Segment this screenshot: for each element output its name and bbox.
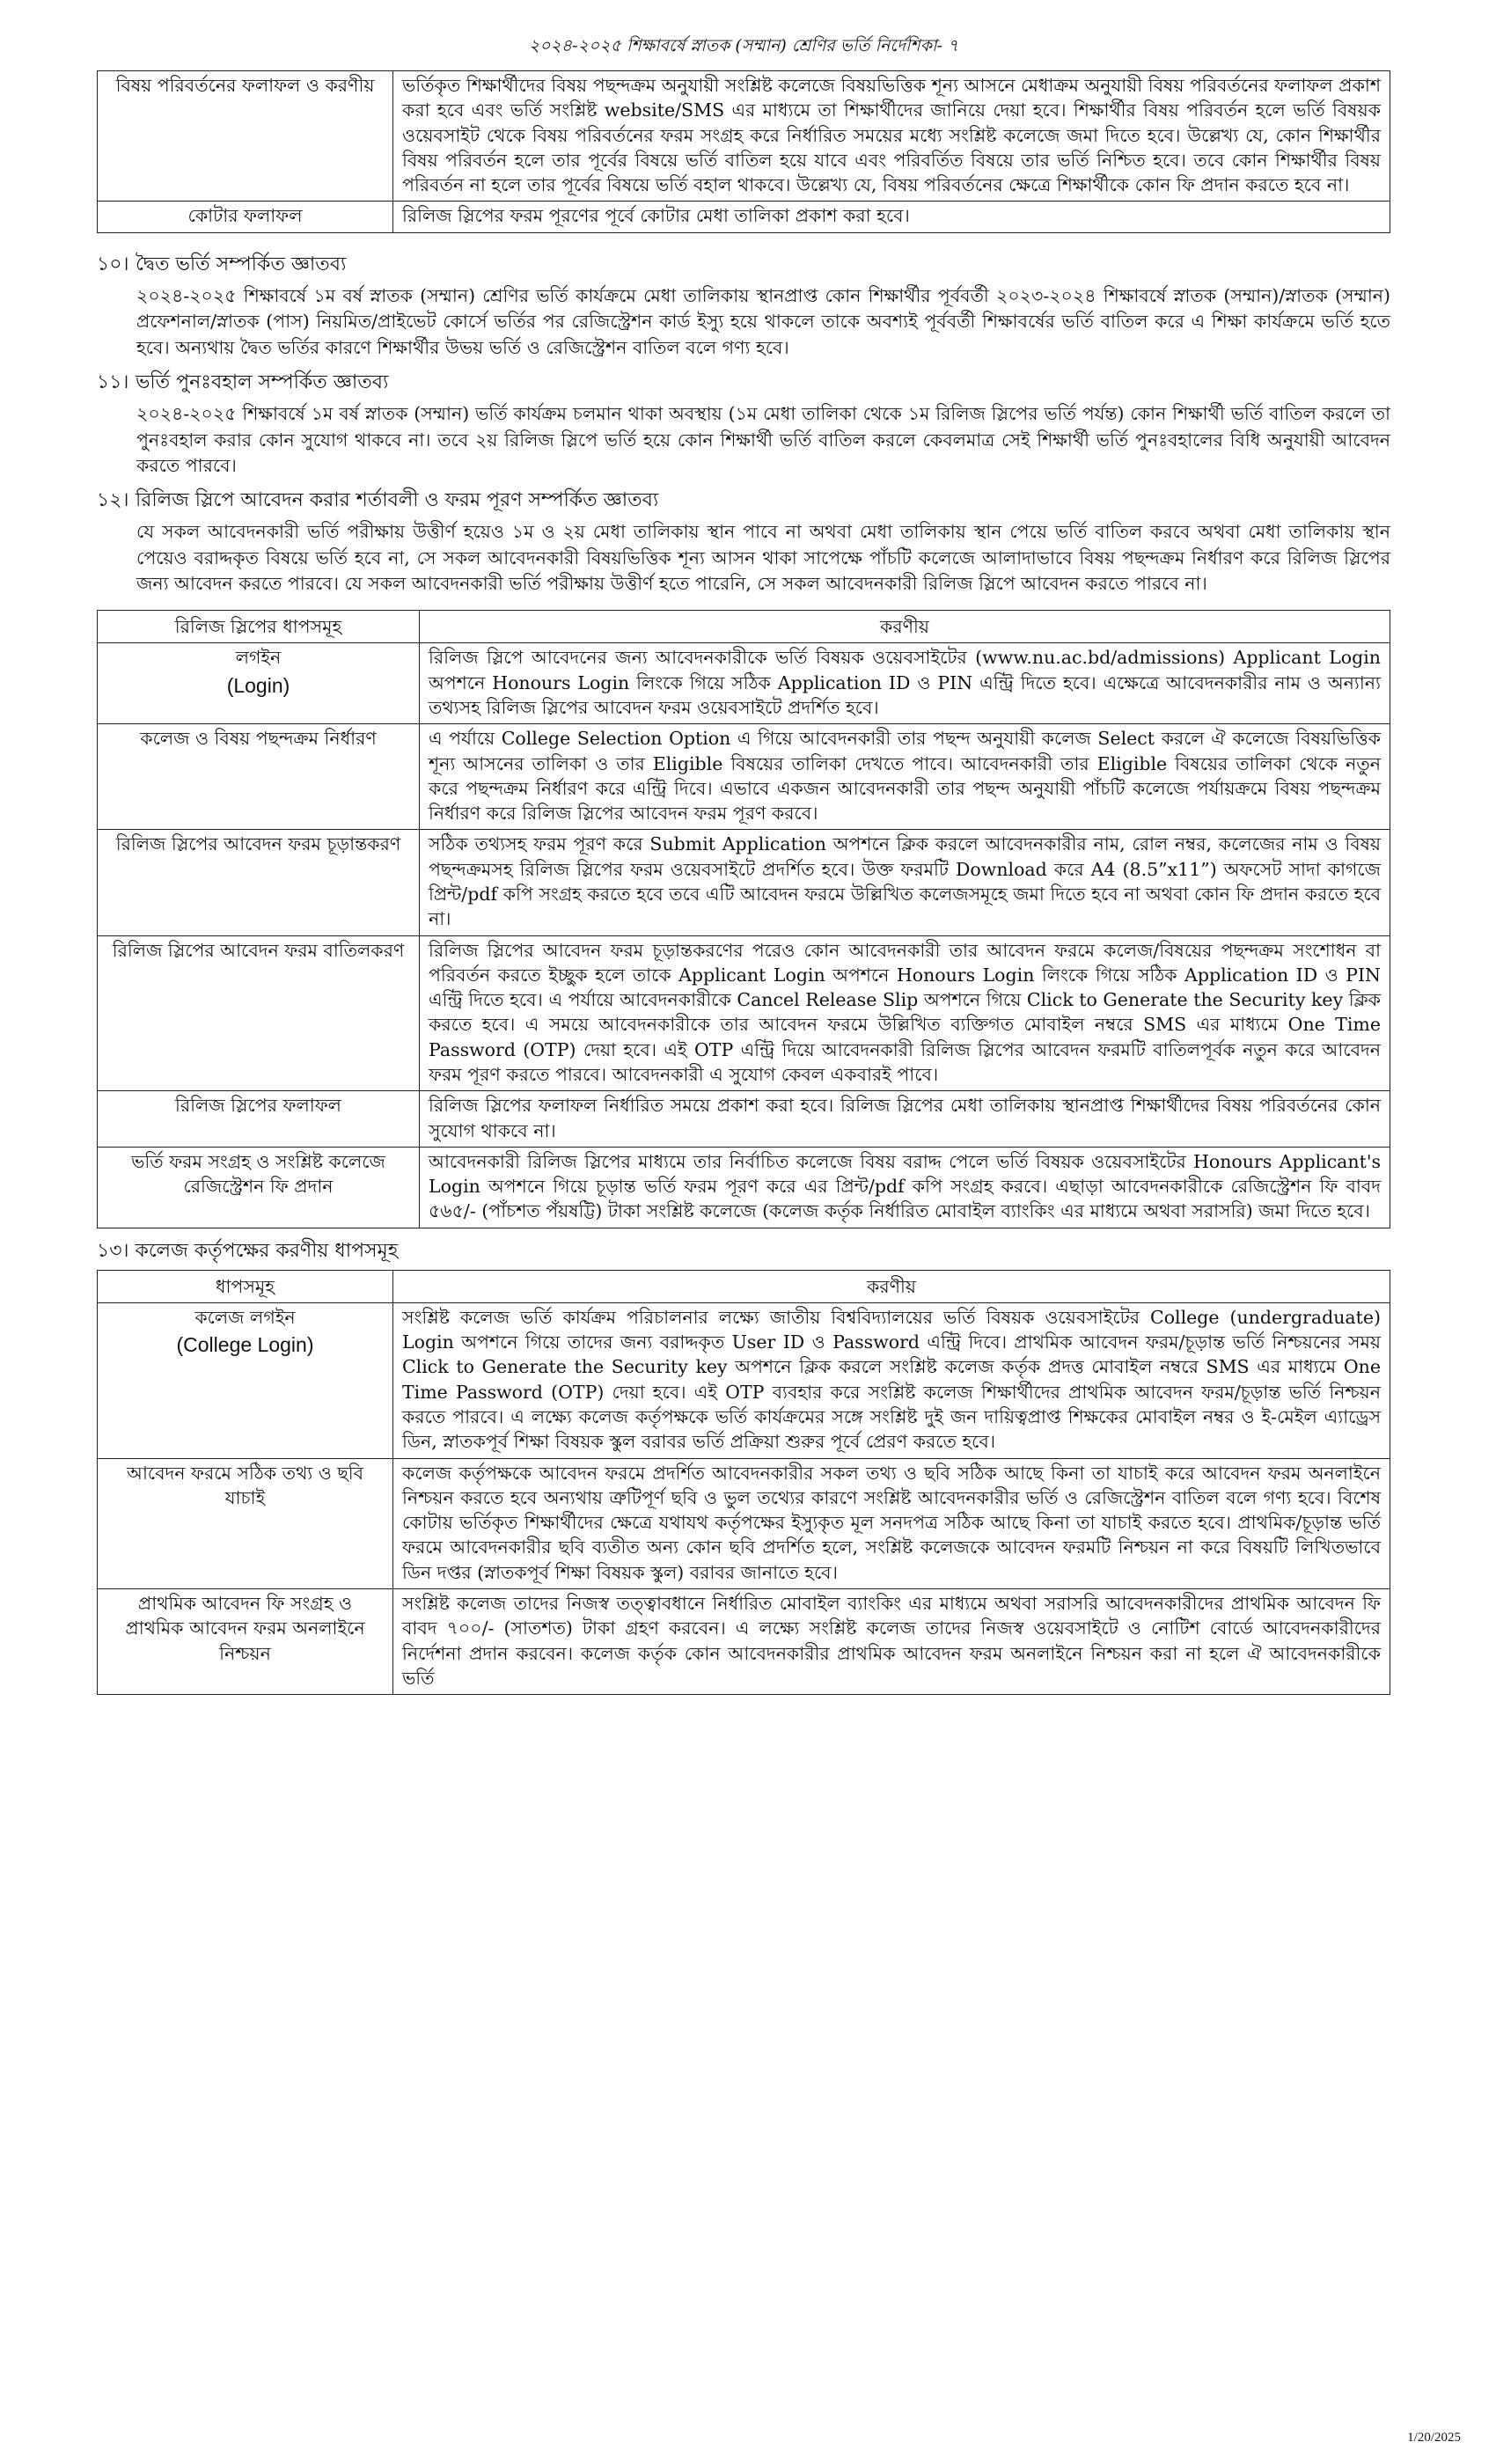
subject-change-table [97, 70, 1390, 233]
section-title: ভর্তি পুনঃবহাল সম্পর্কিত জ্ঞাতব্য [136, 370, 389, 393]
column-header: করণীয় [420, 611, 1390, 643]
column-header: রিলিজ স্লিপের ধাপসমূহ [98, 611, 420, 643]
table-row [98, 202, 1390, 232]
college-login-label-en: (College Login) [176, 1333, 314, 1357]
row-label: ভর্তি ফরম সংগ্রহ ও সংশ্লিষ্ট কলেজে রেজিস্ট্রেশন ফি প্রদান [98, 1147, 420, 1228]
row-content: কলেজ কর্তৃপক্ষকে আবেদন ফরমে প্রদর্শিত আবেদনকারীর সকল তথ্য ও ছবি সঠিক আছে কিনা তা যাচাই করে আবেদন ফরম অনলাইনে নিশ্চয়ন করতে হবে অন্যথায় ত্রুটিপূর্ণ ছবি ও ভুল তথ্যের কারণে সংশ্লিষ্ট আবেদনকারীর ভর্তি ও রেজিস্ট্রেশন বাতিল বলে গণ্য হবে। বিশেষ কোটায় ভর্তিকৃত শিক্ষার্থীদের ক্ষেত্রে যথাযথ কর্তৃপক্ষের ইস্যুকৃত মূল সনদপত্র সঠিক আছে কিনা তা যাচাই করতে হবে। প্রাথমিক/চূড়ান্ত ভর্তি ফরমে আবেদনকারীর ছবি ব্যতীত অন্য কোন ছবি প্রদর্শিত হলে, সংশ্লিষ্ট কলেজকে আবেদন ফরমটি নিশ্চয়ন না করে বিষয়টি লিখিতভাবে ডিন দপ্তর (স্নাতকপূর্ব শিক্ষা বিষয়ক স্কুল) বরাবর জানাতে হবে। [393, 1458, 1390, 1588]
row-content: সঠিক তথ্যসহ ফরম পূরণ করে Submit Application অপশনে ক্লিক করলে আবেদনকারীর নাম, রোল নম্বর, কলেজের নাম ও বিষয় পছন্দক্রমসহ রিলিজ স্লিপের ফরম ওয়েবসাইটে প্রদর্শিত হবে। উক্ত ফরমটি Download করে A4 (8.5”x11”) অফসেট সাদা কাগজে প্রিন্ট/pdf কপি সংগ্রহ করতে হবে তবে এটি আবেদন ফরমে উল্লিখিত কলেজসমূহে জমা দিতে হবে না অথবা কোন ফি প্রদান করতে হবে না। [420, 830, 1390, 935]
section-title: দ্বৈত ভর্তি সম্পর্কিত জ্ঞাতব্য [136, 253, 347, 275]
row-content: আবেদনকারী রিলিজ স্লিপের মাধ্যমে তার নির্বাচিত কলেজে বিষয় বরাদ্দ পেলে ভর্তি বিষয়ক ওয়েবসাইটের Honours Applicant's Login অপশনে গিয়ে চূড়ান্ত ভর্তি ফরম পূরণ করে এর প্রিন্ট/pdf কপি সংগ্রহ করবে। এছাড়া আবেদনকারীকে রেজিস্ট্রেশন ফি বাবদ ৫৬৫/- (পাঁচশত পঁয়ষট্টি) টাকা সংশ্লিষ্ট কলেজে (কলেজ কর্তৃক নির্ধারিত মোবাইল ব্যাংকিং এর মাধ্যমে অথবা সরাসরি) জমা দিতে হবে। [420, 1147, 1390, 1228]
table-row [98, 71, 1390, 202]
row-content: রিলিজ স্লিপের আবেদন ফরম চূড়ান্তকরণের পরেও কোন আবেদনকারী তার আবেদন ফরমে কলেজ/বিষয়ের পছন্দক্রম সংশোধন বা পরিবর্তন করতে ইচ্ছুক হলে তাকে Applicant Login অপশনে Honours Login লিংকে গিয়ে সঠিক Application ID ও PIN এন্ট্রি দিতে হবে। এ পর্যায়ে আবেদনকারীকে Cancel Release Slip অপশনে গিয়ে Click to Generate the Security key ক্লিক করতে হবে। এ সময়ে আবেদনকারীকে তার আবেদন ফরমে উল্লিখিত ব্যক্তিগত মোবাইল নম্বরে SMS এর মাধ্যমে One Time Password (OTP) দেয়া হবে। এই OTP এন্ট্রি দিয়ে আবেদনকারী রিলিজ স্লিপের আবেদন ফরমটি বাতিলপূর্বক নতুন করে আবেদন ফরম পূরণ করতে পারবে। আবেদনকারী এ সুযোগ কেবল একবারই পাবে। [420, 935, 1390, 1091]
table-row [98, 1458, 1390, 1588]
row-content: এ পর্যায়ে College Selection Option এ গিয়ে আবেদনকারী তার পছন্দ অনুযায়ী কলেজ Select করলে ঐ কলেজে বিষয়ভিত্তিক শূন্য আসনের তালিকা ও তার Eligible বিষয়ের তালিকা দেখতে পাবে। আবেদনকারী তার Eligible বিষয়ের তালিকা থেকে নতুন করে পছন্দক্রম নির্ধারণ করে এন্ট্রি দিবে। এভাবে একজন আবেদনকারী তার পছন্দ অনুযায়ী পাঁচটি কলেজে পর্যায়ক্রমে বিষয় পছন্দক্রম নির্ধারণ করে রিলিজ স্লিপের আবেদন ফরম পূরণ করবে। [420, 724, 1390, 830]
table-row [98, 1589, 1390, 1695]
table-header-row [98, 1270, 1390, 1302]
row-label [98, 643, 420, 724]
row-content: সংশ্লিষ্ট কলেজ তাদের নিজস্ব তত্ত্বাবধানে নির্ধারিত মোবাইল ব্যাংকিং এর মাধ্যমে অথবা সরাসরি আবেদনকারীদের প্রাথমিক আবেদন ফি বাবদ ৭০০/- (সাতশত) টাকা গ্রহণ করবেন। এ লক্ষ্যে সংশ্লিষ্ট কলেজ তাদের নিজস্ব ওয়েবসাইটে ও নোটিশ বোর্ডে আবেদনকারীদের নির্দেশনা প্রদান করবেন। কলেজ কর্তৃক কোন আবেদনকারীর প্রাথমিক আবেদন ফরম অনলাইনে নিশ্চয়ন করা না হলে ঐ আবেদনকারীকে ভর্তি [393, 1589, 1390, 1695]
row-content: রিলিজ স্লিপের ফরম পূরণের পূর্বে কোটার মেধা তালিকা প্রকাশ করা হবে। [393, 202, 1390, 232]
login-label: লগইন [235, 647, 282, 669]
section-11-heading [97, 367, 1390, 400]
row-label: রিলিজ স্লিপের ফলাফল [98, 1091, 420, 1148]
row-content: ভর্তিকৃত শিক্ষার্থীদের বিষয় পছন্দক্রম অনুযায়ী সংশ্লিষ্ট কলেজে বিষয়ভিত্তিক শূন্য আসনে মেধাক্রম অনুযায়ী বিষয় পরিবর্তনের ফলাফল প্রকাশ করা হবে এবং ভর্তি সংশ্লিষ্ট website/SMS এর মাধ্যমে তা শিক্ষার্থীদের জানিয়ে দেয়া হবে। শিক্ষার্থীর বিষয় পরিবর্তন হলে ভর্তি বিষয়ক ওয়েবসাইট থেকে বিষয় পরিবর্তনের ফরম সংগ্রহ করে নির্ধারিত সময়ের মধ্যে সংশ্লিষ্ট কলেজে জমা দিতে হবে। উল্লেখ্য যে, কোন শিক্ষার্থীর বিষয় পরিবর্তন হলে তার পূর্বের বিষয়ে ভর্তি বাতিল হয়ে যাবে এবং পরিবর্তিত বিষয়ে তার ভর্তি নিশ্চিত হবে। তবে কোন শিক্ষার্থীর বিষয় পরিবর্তন না হলে তার পূর্বের বিষয়ে ভর্তি বহাল থাকবে। উল্লেখ্য যে, বিষয় পরিবর্তনের ক্ষেত্রে শিক্ষার্থীকে কোন ফি প্রদান করতে হবে না। [393, 71, 1390, 202]
row-label: রিলিজ স্লিপের আবেদন ফরম বাতিলকরণ [98, 935, 420, 1091]
row-content: রিলিজ স্লিপে আবেদনের জন্য আবেদনকারীকে ভর্তি বিষয়ক ওয়েবসাইটের (www.nu.ac.bd/admissions) Applicant Login অপশনে Honours Login লিংকে গিয়ে সঠিক Application ID ও PIN এন্ট্রি দিতে হবে। এক্ষেত্রে আবেদনকারীর নাম ও অন্যান্য তথ্যসহ রিলিজ স্লিপের আবেদন ফরম ওয়েবসাইটে প্রদর্শিত হবে। [420, 643, 1390, 724]
section-number: ১১। [97, 370, 129, 393]
section-12-heading [97, 485, 1390, 517]
release-slip-table [97, 610, 1390, 1228]
college-steps-table [97, 1270, 1390, 1696]
footer-date: 1/20/2025 [1407, 2431, 1461, 2445]
row-label: আবেদন ফরমে সঠিক তথ্য ও ছবি যাচাই [98, 1458, 393, 1588]
column-header: ধাপসমূহ [98, 1270, 393, 1302]
table-row [98, 1302, 1390, 1458]
section-13-heading [97, 1236, 1390, 1268]
table-row [98, 724, 1390, 830]
column-header: করণীয় [393, 1270, 1390, 1302]
section-10-heading [97, 249, 1390, 282]
section-12-body: যে সকল আবেদনকারী ভর্তি পরীক্ষায় উত্তীর্ণ হয়েও ১ম ও ২য় মেধা তালিকায় স্থান পাবে না অথবা মেধা তালিকায় স্থান পেয়ে ভর্তি বাতিল করবে অথবা মেধা তালিকায় স্থান পেয়েও বরাদ্দকৃত বিষয়ে ভর্তি হবে না, সে সকল আবেদনকারী বিষয়ভিত্তিক শূন্য আসন থাকা সাপেক্ষে পাঁচটি কলেজে আলাদাভাবে বিষয় পছন্দক্রম নির্ধারণ করে রিলিজ স্লিপের জন্য আবেদন করতে পারবে। যে সকল আবেদনকারী ভর্তি পরীক্ষায় উত্তীর্ণ হতে পারেনি, সে সকল আবেদনকারী রিলিজ স্লিপে আবেদন করতে পারবে না। [136, 521, 1390, 595]
row-content: সংশ্লিষ্ট কলেজ ভর্তি কার্যক্রম পরিচালনার লক্ষ্যে জাতীয় বিশ্ববিদ্যালয়ের ভর্তি বিষয়ক ওয়েবসাইটের College (undergraduate) Login অপশনে গিয়ে তাদের জন্য বরাদ্দকৃত User ID ও Password এন্ট্রি দিবে। প্রাথমিক আবেদন ফরম/চূড়ান্ত ভর্তি নিশ্চয়নের সময় Click to Generate the Security key অপশনে ক্লিক করলে সংশ্লিষ্ট কলেজ কর্তৃক প্রদত্ত মোবাইল নম্বরে SMS এর মাধ্যমে One Time Password (OTP) দেয়া হবে। এই OTP ব্যবহার করে সংশ্লিষ্ট কলেজ শিক্ষার্থীদের প্রাথমিক আবেদন ফরম/চূড়ান্ত ভর্তি নিশ্চয়ন করতে পারবে। এ লক্ষ্যে কলেজ কর্তৃপক্ষকে ভর্তি কার্যক্রমের সঙ্গে সংশ্লিষ্ট দুই জন দায়িত্বপ্রাপ্ত শিক্ষকের মোবাইল নম্বর ও ই-মেইল এ্যাড্রেস ডিন, স্নাতকপূর্ব শিক্ষা বিষয়ক স্কুল বরাবর ভর্তি প্রক্রিয়া শুরুর পূর্বে প্রেরণ করতে হবে। [393, 1302, 1390, 1458]
row-label [98, 1302, 393, 1458]
row-label: কোটার ফলাফল [98, 202, 393, 232]
section-number: ১৩। [97, 1239, 129, 1262]
table-header-row [98, 611, 1390, 643]
table-row [98, 643, 1390, 724]
row-label: কলেজ ও বিষয় পছন্দক্রম নির্ধারণ [98, 724, 420, 830]
login-label-en: (Login) [226, 673, 290, 697]
section-number: ১০। [97, 253, 129, 275]
row-label: বিষয় পরিবর্তনের ফলাফল ও করণীয় [98, 71, 393, 202]
section-number: ১২। [97, 489, 129, 511]
table-row [98, 935, 1390, 1091]
section-11-body: ২০২৪-২০২৫ শিক্ষাবর্ষে ১ম বর্ষ স্নাতক (সম্মান) ভর্তি কার্যক্রম চলমান থাকা অবস্থায় (১ম মেধা তালিকা থেকে ১ম রিলিজ স্লিপের ভর্তি পর্যন্ত) কোন শিক্ষার্থী ভর্তি বাতিল করলে তা পুনঃবহাল করার কোন সুযোগ থাকবে না। তবে ২য় রিলিজ স্লিপে ভর্তি হয়ে কোন শিক্ষার্থী ভর্তি বাতিল করলে কেবলমাত্র সেই শিক্ষার্থী ভর্তি পুনঃবহালের বিধি অনুযায়ী আবেদন করতে পারবে। [136, 402, 1390, 477]
row-label: রিলিজ স্লিপের আবেদন ফরম চূড়ান্তকরণ [98, 830, 420, 935]
college-login-label: কলেজ লগইন [194, 1306, 296, 1328]
row-label: প্রাথমিক আবেদন ফি সংগ্রহ ও প্রাথমিক আবেদন ফরম অনলাইনে নিশ্চয়ন [98, 1589, 393, 1695]
section-title: রিলিজ স্লিপে আবেদন করার শর্তাবলী ও ফরম পূরণ সম্পর্কিত জ্ঞাতব্য [136, 489, 659, 511]
section-title: কলেজ কর্তৃপক্ষের করণীয় ধাপসমূহ [135, 1239, 399, 1262]
row-content: রিলিজ স্লিপের ফলাফল নির্ধারিত সময়ে প্রকাশ করা হবে। রিলিজ স্লিপের মেধা তালিকায় স্থানপ্রাপ্ত শিক্ষার্থীদের বিষয় পরিবর্তনের কোন সুযোগ থাকবে না। [420, 1091, 1390, 1148]
section-10-body: ২০২৪-২০২৫ শিক্ষাবর্ষে ১ম বর্ষ স্নাতক (সম্মান) শ্রেণির ভর্তি কার্যক্রমে মেধা তালিকায় স্থানপ্রাপ্ত কোন শিক্ষার্থীর পূর্ববর্তী ২০২৩-২০২৪ শিক্ষাবর্ষে স্নাতক (সম্মান)/স্নাতক (সম্মান) প্রফেশনাল/স্নাতক (পাস) নিয়মিত/প্রাইভেট কোর্সে ভর্তির পর রেজিস্ট্রেশন কার্ড ইস্যু হয়ে থাকলে তাকে অবশ্যই পূর্ববর্তী শিক্ষাবর্ষের ভর্তি বাতিল করে এ শিক্ষা কার্যক্রমে ভর্তি হতে হবে। অন্যথায় দ্বৈত ভর্তির কারণে শিক্ষার্থীর উভয় ভর্তি ও রেজিস্ট্রেশন বাতিল বলে গণ্য হবে। [136, 284, 1390, 359]
table-row [98, 1147, 1390, 1228]
page-header: ২০২৪-২০২৫ শিক্ষাবর্ষে স্নাতক (সম্মান) শ্রেণির ভর্তি নির্দেশিকা- ৭ [528, 36, 959, 55]
table-row [98, 830, 1390, 935]
table-row [98, 1091, 1390, 1148]
